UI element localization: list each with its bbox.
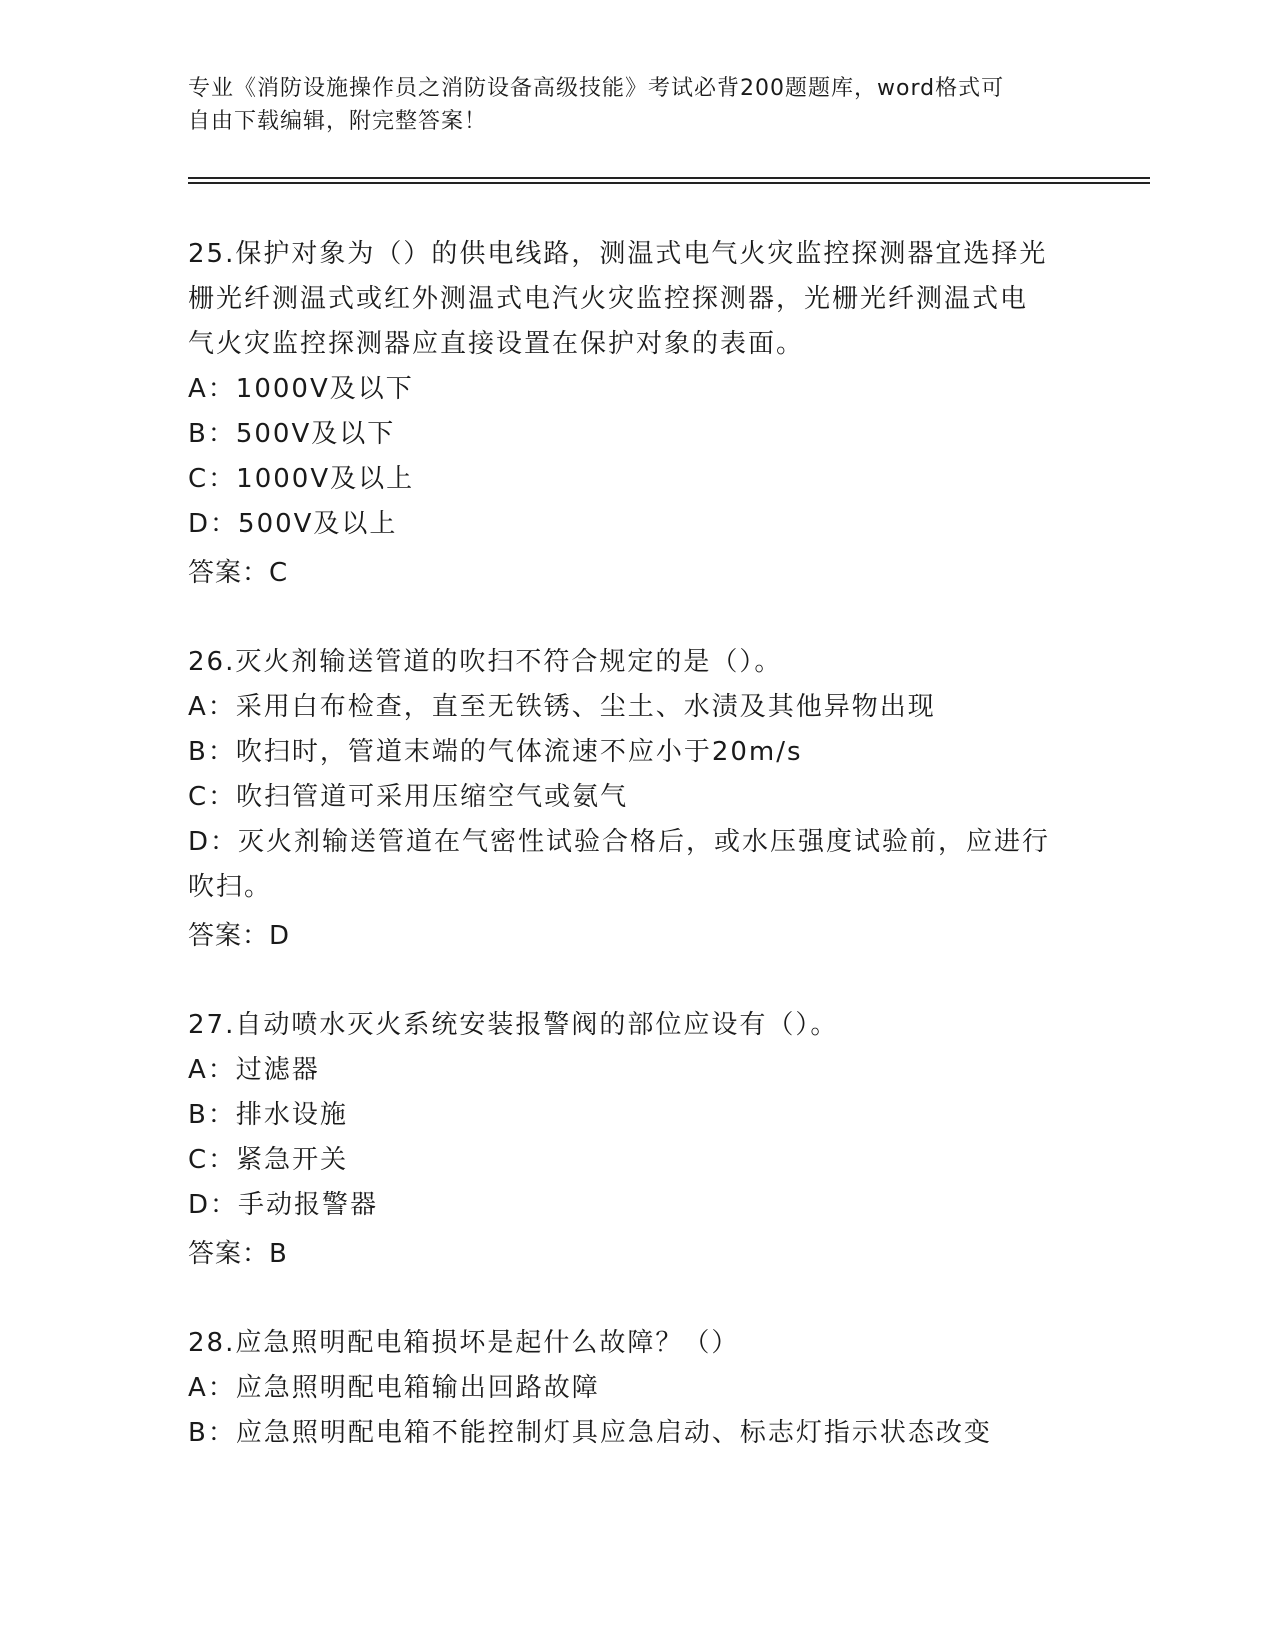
header-line-2: 自由下载编辑，附完整答案！ [188, 109, 488, 134]
option-c: C：吹扫管道可采用压缩空气或氨气 [188, 782, 629, 812]
question-text-line: 25.保护对象为（）的供电线路，测温式电气火灾监控探测器宜选择光 [188, 239, 1048, 269]
answer-label: 答案：C [188, 558, 289, 588]
option-d: D：手动报警器 [188, 1190, 379, 1220]
option-b: B：500V及以下 [188, 419, 396, 449]
question-27 [188, 1003, 1108, 1276]
question-list [188, 232, 1108, 1501]
option-a: A：1000V及以下 [188, 374, 414, 404]
question-26 [188, 640, 1108, 958]
question-text-line: 27.自动喷水灭火系统安装报警阀的部位应设有（）。 [188, 1010, 839, 1040]
header-line-1: 专业《消防设施操作员之消防设备高级技能》考试必背200题题库，word格式可 [188, 76, 1005, 101]
option-c: C：紧急开关 [188, 1145, 349, 1175]
question-text-line: 26.灭火剂输送管道的吹扫不符合规定的是（）。 [188, 647, 783, 677]
question-text-line: 栅光纤测温式或红外测温式电汽火灾监控探测器，光栅光纤测温式电 [188, 284, 1029, 314]
answer-label: 答案：B [188, 1239, 288, 1269]
option-d-continued: 吹扫。 [188, 872, 273, 902]
document-header [188, 72, 1088, 138]
question-28 [188, 1321, 1108, 1456]
question-text-line: 气火灾监控探测器应直接设置在保护对象的表面。 [188, 329, 805, 359]
option-b: B：应急照明配电箱不能控制灯具应急启动、标志灯指示状态改变 [188, 1418, 992, 1448]
question-25 [188, 232, 1108, 595]
option-d: D：500V及以上 [188, 509, 398, 539]
question-text-line: 28.应急照明配电箱损坏是起什么故障？（） [188, 1328, 740, 1358]
header-divider-top [188, 177, 1150, 179]
option-a: A：应急照明配电箱输出回路故障 [188, 1373, 600, 1403]
option-b: B：排水设施 [188, 1100, 348, 1130]
answer-label: 答案：D [188, 921, 291, 951]
option-b: B：吹扫时，管道末端的气体流速不应小于20m/s [188, 737, 803, 767]
option-a: A：采用白布检查，直至无铁锈、尘土、水渍及其他异物出现 [188, 692, 936, 722]
header-divider-bottom [188, 182, 1150, 184]
option-d: D：灭火剂输送管道在气密性试验合格后，或水压强度试验前，应进行 [188, 827, 1051, 857]
option-a: A：过滤器 [188, 1055, 320, 1085]
option-c: C：1000V及以上 [188, 464, 415, 494]
